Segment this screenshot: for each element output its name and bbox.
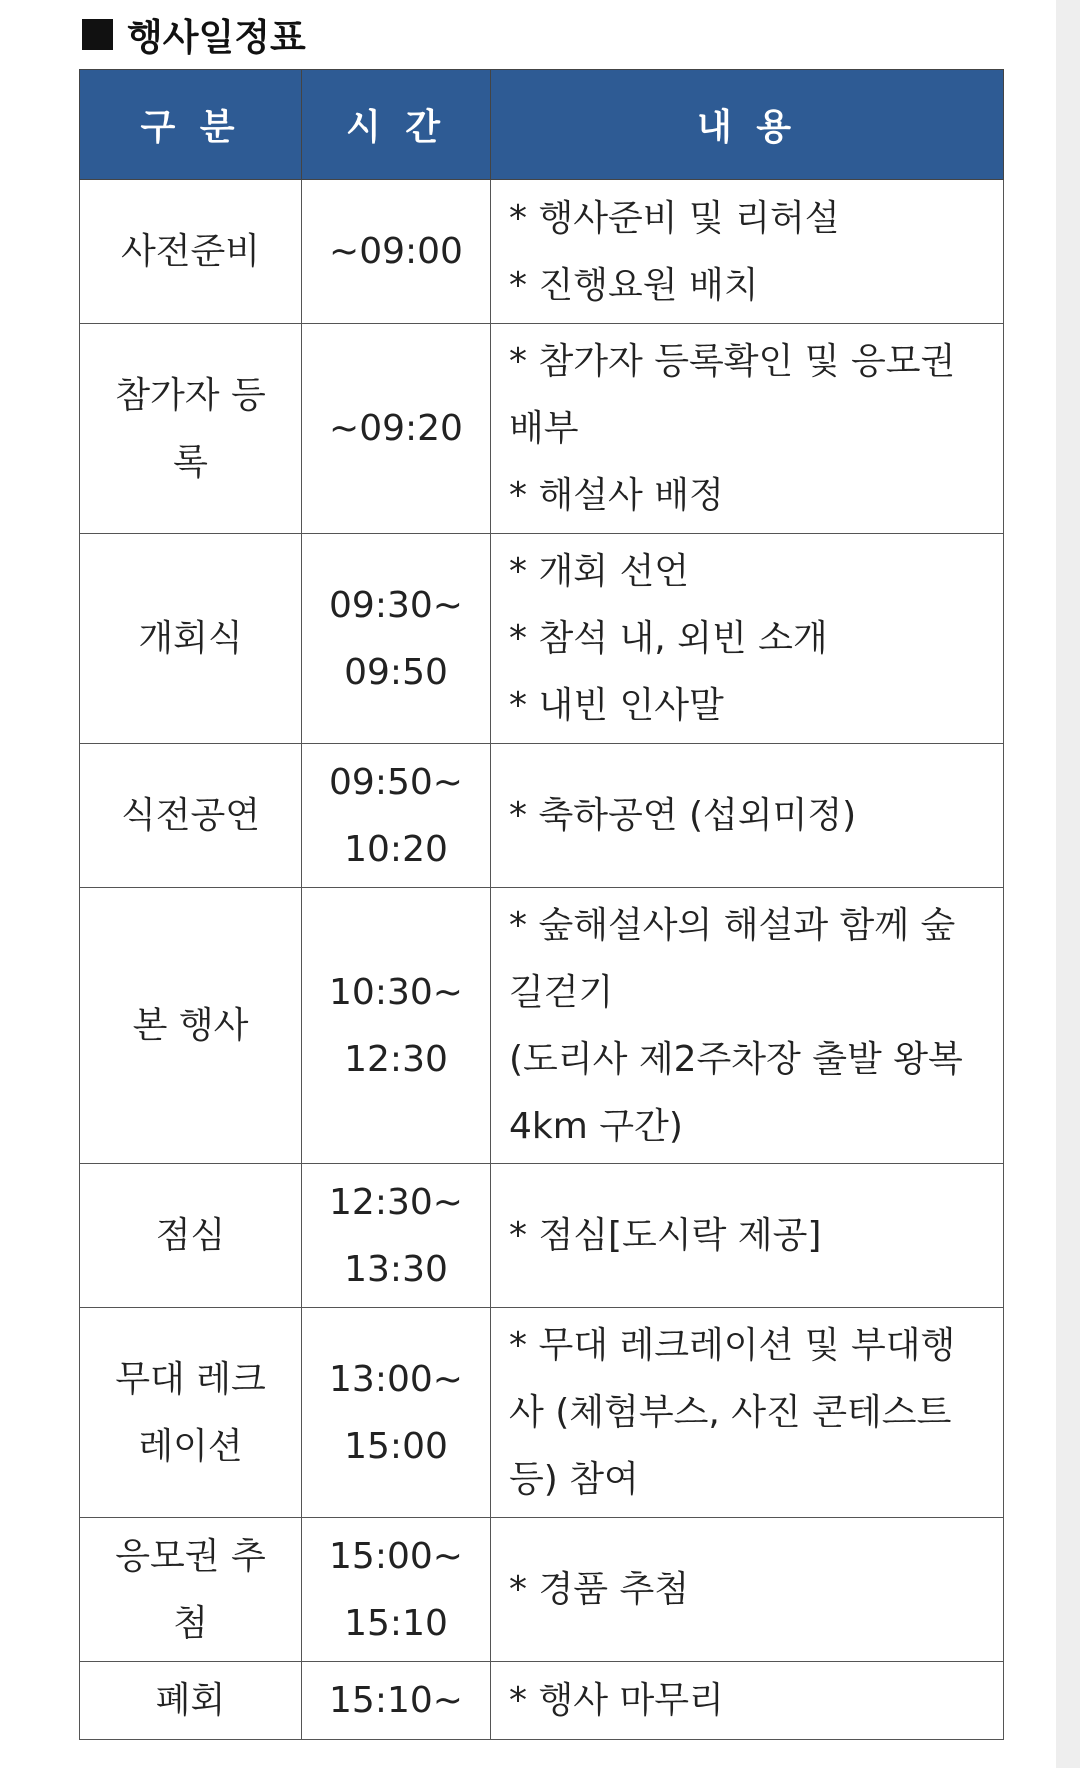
table-row xyxy=(80,1662,1004,1740)
row-category: 본 행사 xyxy=(80,888,302,1164)
row-time: 10:30~12:30 xyxy=(302,888,491,1164)
header-content: 내 용 xyxy=(491,70,1004,180)
header-time: 시 간 xyxy=(302,70,491,180)
page-margin xyxy=(1056,0,1080,1768)
row-category: 응모권 추첨 xyxy=(80,1518,302,1662)
row-content xyxy=(491,888,1004,1164)
row-content xyxy=(491,744,1004,888)
black-square-icon xyxy=(82,19,113,50)
row-category: 폐회 xyxy=(80,1662,302,1740)
table-header-row xyxy=(80,70,1004,180)
header-category: 구 분 xyxy=(80,70,302,180)
row-category: 무대 레크레이션 xyxy=(80,1308,302,1518)
content-line: * 점심[도시락 제공] xyxy=(509,1215,822,1256)
row-content xyxy=(491,534,1004,744)
row-time: ~09:00 xyxy=(302,180,491,324)
table-row xyxy=(80,180,1004,324)
row-content xyxy=(491,324,1004,534)
content-line: (도리사 제2주차장 출발 왕복 4km 구간) xyxy=(509,1038,963,1147)
row-content xyxy=(491,1164,1004,1308)
row-category: 식전공연 xyxy=(80,744,302,888)
table-row xyxy=(80,888,1004,1164)
row-time: 12:30~13:30 xyxy=(302,1164,491,1308)
row-content xyxy=(491,1308,1004,1518)
row-category: 참가자 등록 xyxy=(80,324,302,534)
row-time: 09:50~10:20 xyxy=(302,744,491,888)
row-content xyxy=(491,1662,1004,1740)
table-row xyxy=(80,1518,1004,1662)
content-line: * 해설사 배정 xyxy=(509,475,724,516)
content-line: * 참석 내, 외빈 소개 xyxy=(509,618,828,659)
table-row xyxy=(80,534,1004,744)
row-content xyxy=(491,1518,1004,1662)
section-heading xyxy=(82,8,306,60)
content-line: * 무대 레크레이션 및 부대행사 (체험부스, 사진 콘테스트 등) 참여 xyxy=(509,1325,956,1500)
content-line: * 숲해설사의 해설과 함께 숲길걷기 xyxy=(509,904,956,1013)
content-line: * 내빈 인사말 xyxy=(509,685,724,726)
row-category: 사전준비 xyxy=(80,180,302,324)
row-time: 13:00~15:00 xyxy=(302,1308,491,1518)
row-category: 개회식 xyxy=(80,534,302,744)
table-row xyxy=(80,324,1004,534)
row-category: 점심 xyxy=(80,1164,302,1308)
content-line: * 축하공연 (섭외미정) xyxy=(509,795,857,836)
row-time: 15:10~ xyxy=(302,1662,491,1740)
row-time: 09:30~09:50 xyxy=(302,534,491,744)
table-body xyxy=(80,180,1004,1740)
table-row xyxy=(80,744,1004,888)
content-line: * 경품 추첨 xyxy=(509,1569,689,1610)
content-line: * 진행요원 배치 xyxy=(509,264,759,306)
content-line: * 참가자 등록확인 및 응모권 배부 xyxy=(509,341,956,449)
content-line: * 행사 마무리 xyxy=(509,1680,724,1721)
table-row xyxy=(80,1308,1004,1518)
schedule-table xyxy=(79,69,1004,1740)
row-content xyxy=(491,180,1004,324)
section-title: 행사일정표 xyxy=(127,16,306,59)
content-line: * 개회 선언 xyxy=(509,551,689,592)
row-time: 15:00~15:10 xyxy=(302,1518,491,1662)
table-row xyxy=(80,1164,1004,1308)
content-line: * 행사준비 및 리허설 xyxy=(509,197,840,239)
row-time: ~09:20 xyxy=(302,324,491,534)
